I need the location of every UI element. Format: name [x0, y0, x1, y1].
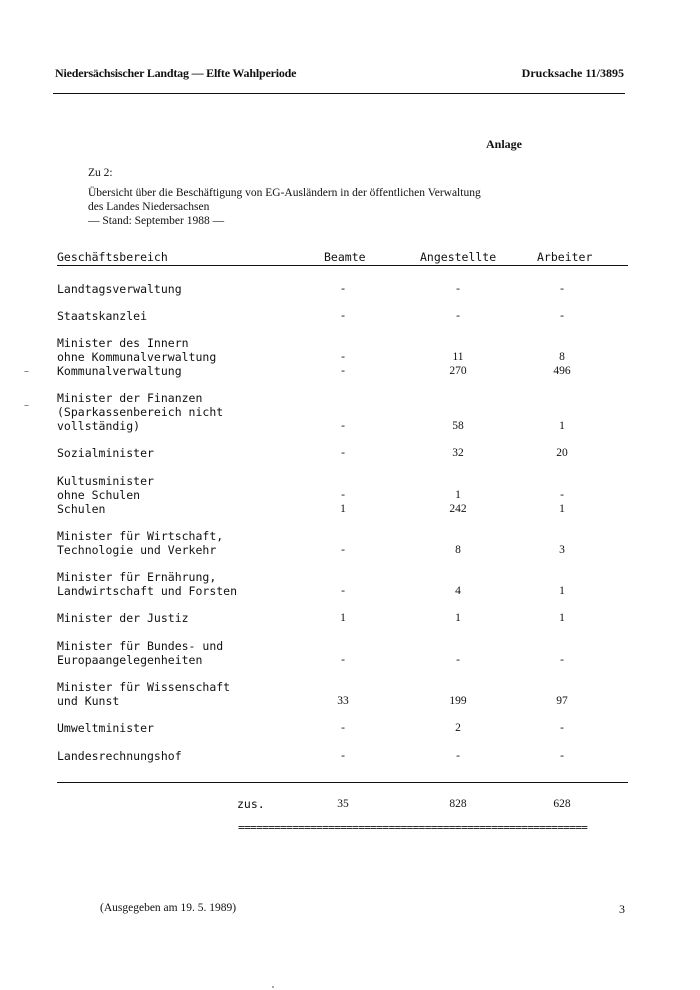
row-label-line: Minister des Innern — [57, 336, 189, 350]
row-label — [57, 570, 237, 598]
row-label — [57, 611, 189, 625]
cell-angestellte: - — [456, 654, 460, 666]
cell-beamte: - — [341, 489, 345, 501]
row-label — [57, 749, 182, 763]
row-label-line: Schulen — [57, 502, 106, 516]
row-label-line: Landwirtschaft und Forsten — [57, 584, 238, 598]
cell-angestellte: 8 — [455, 544, 461, 556]
cell-angestellte: 199 — [449, 695, 467, 707]
row-label-line: Europaangelegenheiten — [57, 653, 203, 667]
intro-reference: Zu 2: — [88, 167, 113, 179]
row-label-line: (Sparkassenbereich nicht — [57, 405, 224, 419]
cell-beamte: - — [341, 750, 345, 762]
cell-angestellte: 58 — [452, 420, 464, 432]
column-header-angestellte: Angestellte — [420, 250, 497, 264]
cell-angestellte: 270 — [449, 365, 467, 377]
row-label-line: vollständig) — [57, 419, 141, 433]
row-label — [57, 680, 230, 708]
cell-angestellte: - — [456, 750, 460, 762]
cell-arbeiter: - — [560, 654, 564, 666]
header-title: Niedersächsischer Landtag — Elfte Wahlperiode — [55, 66, 297, 80]
row-label-line: Minister für Wissenschaft — [57, 680, 231, 694]
total-angestellte: 828 — [449, 798, 467, 810]
cell-arbeiter: - — [560, 722, 564, 734]
cell-arbeiter: 1 — [559, 420, 565, 432]
cell-beamte: 1 — [340, 612, 346, 624]
row-label-line: Umweltminister — [57, 721, 154, 735]
row-label — [57, 282, 182, 296]
row-label-line: Minister für Ernährung, — [57, 570, 217, 584]
cell-arbeiter: 496 — [553, 365, 571, 377]
total-arbeiter: 628 — [553, 798, 571, 810]
row-label — [57, 309, 147, 323]
cell-angestellte: 32 — [452, 447, 464, 459]
row-label — [57, 529, 223, 557]
row-label — [57, 391, 223, 433]
row-label — [57, 446, 154, 460]
row-label-line: und Kunst — [57, 694, 120, 708]
header-rule — [53, 93, 625, 94]
row-label — [57, 721, 154, 735]
cell-angestellte: 11 — [452, 351, 464, 363]
column-header-geschaeftsbereich: Geschäftsbereich — [57, 250, 168, 264]
total-label: zus. — [237, 797, 265, 811]
row-label-line: Kommunalverwaltung — [57, 364, 182, 378]
intro-block — [88, 166, 481, 228]
cell-beamte: - — [341, 722, 345, 734]
cell-beamte: - — [341, 654, 345, 666]
row-label-line: Minister für Wirtschaft, — [57, 529, 224, 543]
cell-beamte: - — [341, 351, 345, 363]
cell-beamte: - — [341, 365, 345, 377]
cell-angestellte: - — [456, 283, 460, 295]
column-header-beamte: Beamte — [324, 250, 366, 264]
row-label-line: Minister der Justiz — [57, 611, 189, 625]
cell-arbeiter: 1 — [559, 503, 565, 515]
annex-label: Anlage — [486, 137, 522, 151]
intro-line-1: Übersicht über die Beschäftigung von EG-Ausländern in der öffentlichen Verwaltung — [88, 187, 481, 199]
cell-angestellte: 1 — [455, 612, 461, 624]
cell-arbeiter: - — [560, 310, 564, 322]
cell-arbeiter: 8 — [559, 351, 565, 363]
column-header-arbeiter: Arbeiter — [537, 250, 593, 264]
cell-beamte: 1 — [340, 503, 346, 515]
issue-date: (Ausgegeben am 19. 5. 1989) — [100, 902, 237, 914]
cell-beamte: - — [341, 420, 345, 432]
total-beamte: 35 — [337, 798, 349, 810]
row-label — [57, 474, 154, 516]
row-label-line: Sozialminister — [57, 446, 154, 460]
cell-angestellte: 2 — [455, 722, 461, 734]
row-label-line: Kultusminister — [57, 474, 154, 488]
margin-mark — [24, 405, 29, 406]
margin-mark — [24, 371, 29, 372]
document-number: Drucksache 11/3895 — [521, 66, 624, 80]
row-label-line: ohne Schulen — [57, 488, 141, 502]
cell-arbeiter: - — [560, 283, 564, 295]
intro-line-2: des Landes Niedersachsen — [88, 201, 210, 213]
cell-beamte: - — [341, 544, 345, 556]
cell-arbeiter: 1 — [559, 585, 565, 597]
row-label-line: ohne Kommunalverwaltung — [57, 350, 217, 364]
cell-arbeiter: 3 — [559, 544, 565, 556]
cell-arbeiter: 1 — [559, 612, 565, 624]
cell-beamte: - — [341, 310, 345, 322]
row-label — [57, 336, 216, 378]
row-label-line: Landesrechnungshof — [57, 749, 182, 763]
cell-beamte: - — [341, 283, 345, 295]
table-bottom-rule — [57, 782, 628, 783]
speck-mark — [272, 986, 274, 988]
cell-arbeiter: 97 — [556, 695, 568, 707]
cell-arbeiter: 20 — [556, 447, 568, 459]
cell-beamte: - — [341, 447, 345, 459]
cell-arbeiter: - — [560, 489, 564, 501]
cell-beamte: 33 — [337, 695, 349, 707]
row-label-line: Technologie und Verkehr — [57, 543, 217, 557]
row-label-line: Minister der Finanzen — [57, 391, 203, 405]
cell-angestellte: 1 — [455, 489, 461, 501]
table-header-rule — [57, 265, 628, 266]
intro-line-3: — Stand: September 1988 — — [88, 215, 225, 227]
row-label — [57, 639, 223, 667]
total-double-underline: ========================================================== — [238, 821, 588, 834]
cell-beamte: - — [341, 585, 345, 597]
cell-arbeiter: - — [560, 750, 564, 762]
row-label-line: Minister für Bundes- und — [57, 639, 224, 653]
cell-angestellte: - — [456, 310, 460, 322]
cell-angestellte: 242 — [449, 503, 467, 515]
row-label-line: Landtagsverwaltung — [57, 282, 182, 296]
cell-angestellte: 4 — [455, 585, 461, 597]
page-number: 3 — [619, 902, 625, 916]
row-label-line: Staatskanzlei — [57, 309, 148, 323]
